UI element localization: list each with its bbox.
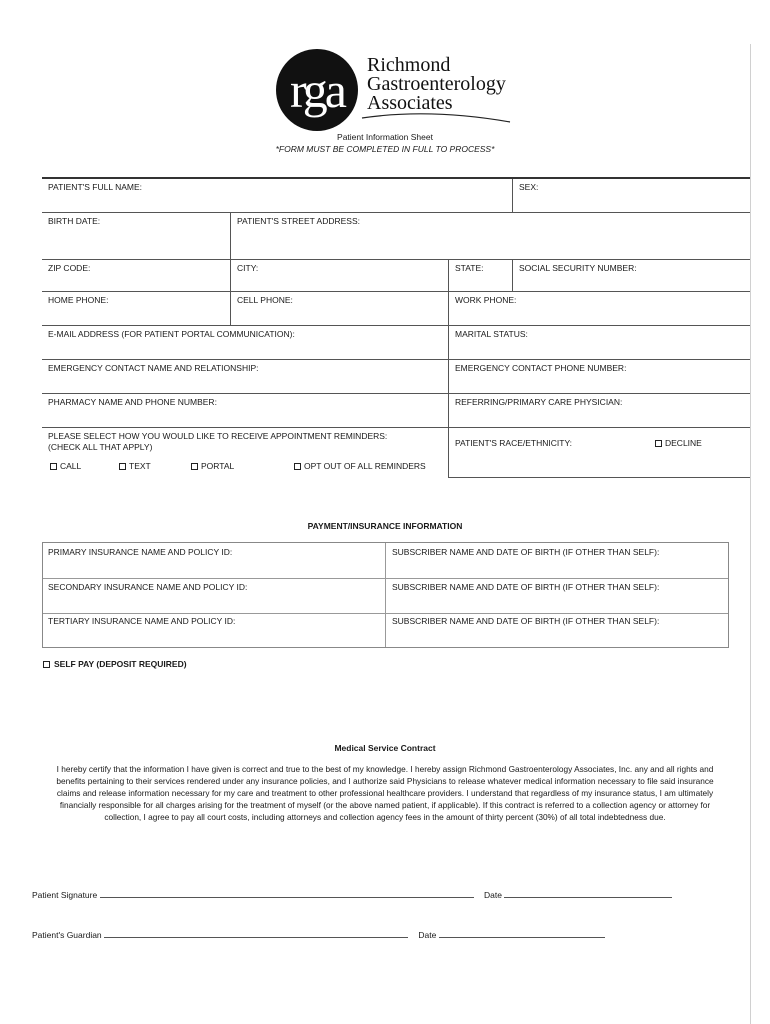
birth-date-field[interactable]: BIRTH DATE:	[48, 216, 101, 226]
reminder-option-portal[interactable]	[191, 461, 234, 471]
marital-status-field[interactable]: MARITAL STATUS:	[455, 329, 528, 339]
street-address-field[interactable]: PATIENT'S STREET ADDRESS:	[237, 216, 361, 226]
checkbox-icon[interactable]	[191, 463, 198, 470]
logo-line-1: Richmond	[367, 54, 451, 76]
guardian-signature-row	[32, 929, 605, 940]
rga-logo-mark: rga	[276, 49, 358, 131]
patient-info-form	[42, 177, 750, 478]
sex-field[interactable]: SEX:	[519, 182, 539, 192]
state-field[interactable]: STATE:	[455, 263, 484, 273]
patient-signature-line[interactable]	[100, 889, 474, 898]
contract-title: Medical Service Contract	[334, 743, 436, 753]
checkbox-icon[interactable]	[50, 463, 57, 470]
guardian-signature-line[interactable]	[104, 929, 408, 938]
reminders-prompt-line-1: PLEASE SELECT HOW YOU WOULD LIKE TO RECEIVE APPOINTMENT REMINDERS:	[48, 431, 388, 441]
guardian-date-line[interactable]	[439, 929, 605, 938]
option-label: TEXT	[129, 461, 151, 471]
checkbox-icon[interactable]	[294, 463, 301, 470]
reminder-option-call[interactable]	[50, 461, 81, 471]
cell-phone-field[interactable]: CELL PHONE:	[237, 295, 293, 305]
guardian-date-label: Date	[418, 930, 437, 940]
option-label: OPT OUT OF ALL REMINDERS	[304, 461, 426, 471]
contract-line: financially responsible for all charges arising for the treatment of myself (or the above named patient, if applicable). If this contract is referred to a collection agency or attorney for	[59, 800, 711, 810]
guardian-signature-label: Patient's Guardian	[32, 930, 102, 940]
work-phone-field[interactable]: WORK PHONE:	[455, 295, 517, 305]
logo-swoosh-icon	[360, 108, 515, 126]
email-field[interactable]: E-MAIL ADDRESS (FOR PATIENT PORTAL COMMUNICATION):	[48, 329, 295, 339]
primary-insurance-field[interactable]: PRIMARY INSURANCE NAME AND POLICY ID:	[48, 547, 233, 557]
sheet-title: Patient Information Sheet	[337, 132, 433, 142]
full-name-field[interactable]: PATIENT'S FULL NAME:	[48, 182, 143, 192]
checkbox-icon[interactable]	[655, 440, 662, 447]
physician-field[interactable]: REFERRING/PRIMARY CARE PHYSICIAN:	[455, 397, 623, 407]
emergency-phone-field[interactable]: EMERGENCY CONTACT PHONE NUMBER:	[455, 363, 627, 373]
payment-section-title: PAYMENT/INSURANCE INFORMATION	[307, 521, 463, 531]
option-label: DECLINE	[665, 438, 702, 448]
reminder-option-text[interactable]	[119, 461, 151, 471]
patient-date-line[interactable]	[504, 889, 672, 898]
secondary-insurance-field[interactable]: SECONDARY INSURANCE NAME AND POLICY ID:	[48, 582, 248, 592]
contract-line: claims and release information necessary for my care and treatment to other professional healthcare providers. I understand that regardless of my insurance status, I am ultimately	[56, 788, 714, 798]
contract-line: I hereby certify that the information I have given is correct and true to the best of my knowledge. I hereby assign Richmond Gastroenterology Associates, Inc. any and all rights and	[56, 764, 714, 774]
contract-body	[30, 763, 740, 823]
sheet-subtitle: *FORM MUST BE COMPLETED IN FULL TO PROCESS*	[275, 144, 495, 154]
contract-line: collection, I agree to pay all court costs, including attorneys and collection agency fees in the amount of thirty percent (30%) of all total indebtedness due.	[104, 812, 666, 822]
secondary-subscriber-field[interactable]: SUBSCRIBER NAME AND DATE OF BIRTH (IF OTHER THAN SELF):	[392, 582, 660, 592]
zip-code-field[interactable]: ZIP CODE:	[48, 263, 91, 273]
self-pay-option[interactable]	[43, 659, 187, 669]
option-label: CALL	[60, 461, 82, 471]
ssn-field[interactable]: SOCIAL SECURITY NUMBER:	[519, 263, 637, 273]
patient-signature-label: Patient Signature	[32, 890, 98, 900]
reminder-option-opt-out[interactable]	[294, 461, 426, 471]
tertiary-subscriber-field[interactable]: SUBSCRIBER NAME AND DATE OF BIRTH (IF OTHER THAN SELF):	[392, 616, 660, 626]
self-pay-label: SELF PAY (DEPOSIT REQUIRED)	[54, 659, 187, 669]
logo-line-3: Associates	[367, 92, 453, 114]
option-label: PORTAL	[201, 461, 235, 471]
primary-subscriber-field[interactable]: SUBSCRIBER NAME AND DATE OF BIRTH (IF OTHER THAN SELF):	[392, 547, 660, 557]
page-edge-rule	[750, 44, 751, 1024]
patient-signature-row	[32, 889, 672, 900]
reminders-prompt	[42, 428, 393, 456]
pharmacy-field[interactable]: PHARMACY NAME AND PHONE NUMBER:	[48, 397, 217, 407]
row-divider	[42, 291, 750, 292]
logo-line-2: Gastroenterology	[367, 73, 506, 95]
home-phone-field[interactable]: HOME PHONE:	[48, 295, 109, 305]
row-divider	[448, 477, 750, 478]
race-ethnicity-field[interactable]: PATIENT'S RACE/ETHNICITY:	[455, 438, 573, 448]
reminders-prompt-line-2: (CHECK ALL THAT APPLY)	[48, 442, 153, 452]
insurance-table	[42, 542, 729, 648]
city-field[interactable]: CITY:	[237, 263, 259, 273]
row-divider	[42, 212, 750, 213]
tertiary-insurance-field[interactable]: TERTIARY INSURANCE NAME AND POLICY ID:	[48, 616, 236, 626]
row-divider	[42, 259, 750, 260]
patient-date-label: Date	[483, 890, 502, 900]
checkbox-icon[interactable]	[119, 463, 126, 470]
contract-line: benefits pertaining to their services rendered under any insurance policies, and I authorize said Physicians to release whatever medical information necessary to file said insurance	[56, 776, 714, 786]
race-decline-option[interactable]	[655, 438, 702, 448]
emergency-contact-field[interactable]: EMERGENCY CONTACT NAME AND RELATIONSHIP:	[48, 363, 259, 373]
checkbox-icon[interactable]	[43, 661, 50, 668]
rga-logo-text	[367, 56, 506, 113]
col-divider	[385, 543, 386, 647]
